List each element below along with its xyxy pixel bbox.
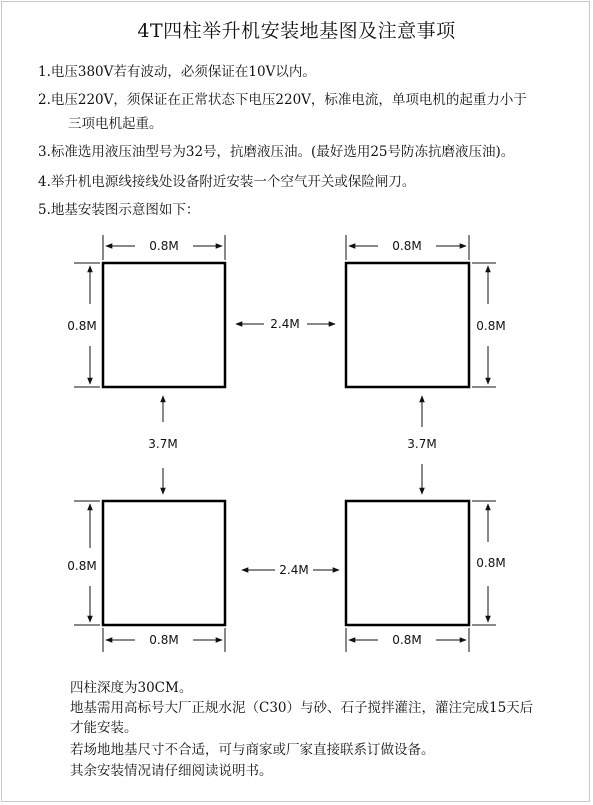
label-bottom-right-width: 0.8M [392, 633, 422, 647]
dim-bottom-gap [242, 563, 339, 577]
note-4: 4.举升机电源线接线处设备附近安装一个空气开关或保险闸刀。 [38, 174, 416, 190]
dim-top-left-width [103, 235, 225, 260]
footer-line-2: 地基需用高标号大厂正规水泥（C30）与砂、石子搅拌灌注，灌注完成15天后 [70, 700, 534, 716]
pad-bottom-left [103, 501, 225, 625]
page-title: 4T四柱举升机安装地基图及注意事项 [137, 20, 456, 42]
dim-top-right-height [472, 263, 506, 387]
dim-left-gap [148, 396, 177, 494]
note-3: 3.标准选用液压油型号为32号，抗磨液压油。(最好选用25号防冻抗磨液压油)。 [38, 144, 515, 160]
label-left-gap: 3.7M [148, 437, 178, 451]
dim-bottom-right-width [346, 628, 469, 652]
pad-bottom-right [346, 501, 469, 625]
label-bottom-gap: 2.4M [279, 563, 309, 577]
label-top-right-height: 0.8M [476, 319, 506, 333]
dim-right-gap [407, 396, 436, 494]
dim-top-right-width [346, 235, 469, 260]
label-bottom-left-width: 0.8M [149, 633, 179, 647]
footer-line-3: 才能安装。 [70, 720, 138, 736]
dim-bottom-left-height [67, 501, 100, 625]
pad-top-right [346, 263, 469, 387]
footer-line-1: 四柱深度为30CM。 [70, 680, 193, 696]
note-5: 5.地基安装图示意图如下： [38, 202, 200, 218]
label-top-left-height: 0.8M [67, 319, 97, 333]
dim-bottom-left-width [103, 628, 225, 652]
footer-line-5: 其余安装情况请仔细阅读说明书。 [70, 763, 273, 779]
note-1: 1.电压380V若有波动，必须保证在10V以内。 [38, 64, 316, 80]
label-bottom-right-height: 0.8M [476, 556, 506, 570]
document-page [1, 1, 590, 802]
note-2-continued: 三项电机起重。 [68, 116, 163, 132]
label-top-gap: 2.4M [270, 317, 300, 331]
dim-bottom-right-height [472, 501, 506, 625]
footer-line-4: 若场地地基尺寸不合适，可与商家或厂家直接联系订做设备。 [70, 742, 435, 758]
label-top-right-width: 0.8M [392, 239, 422, 253]
dim-top-left-height [67, 263, 100, 387]
pad-top-left [103, 263, 225, 387]
dim-top-gap [236, 317, 335, 331]
label-top-left-width: 0.8M [149, 239, 179, 253]
note-2: 2.电压220V，须保证在正常状态下电压220V，标准电流，单项电机的起重力小于 [38, 92, 527, 108]
label-right-gap: 3.7M [407, 437, 437, 451]
label-bottom-left-height: 0.8M [67, 559, 97, 573]
